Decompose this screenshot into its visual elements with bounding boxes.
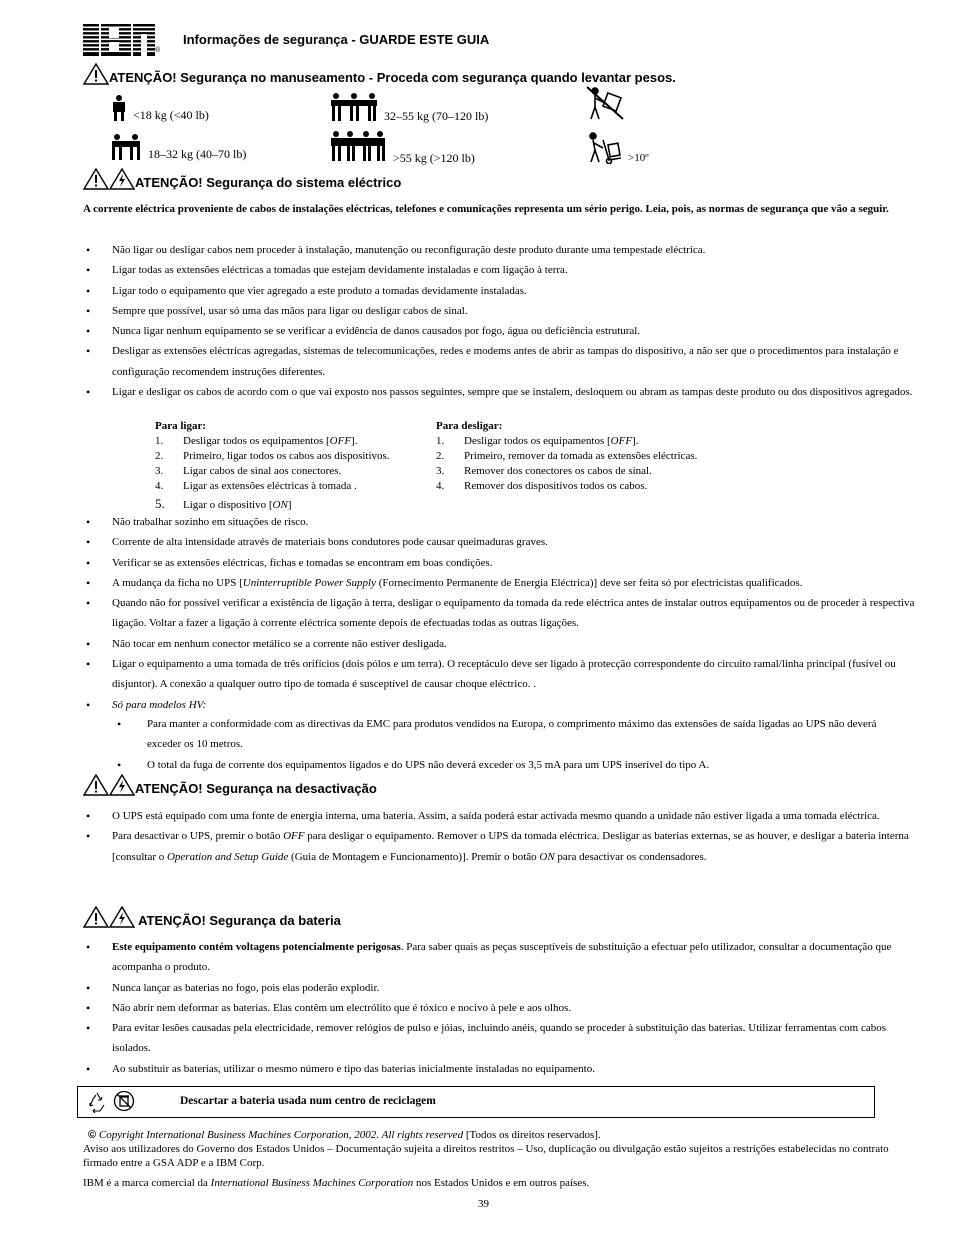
hand-truck-icon: [585, 132, 625, 164]
step-row: [436, 434, 756, 449]
step-text: Ligar as extensões eléctricas à tomada .: [183, 480, 357, 492]
ups-text: (Fornecimento Permanente de Energia Eléctrica)] deve ser feita só por electricistas qualificados.: [375, 576, 803, 589]
step-emphasis: OFF: [329, 435, 352, 447]
list-item: • Corrente de alta intensidade através de materiais bons condutores pode causar queimaduras graves.: [83, 532, 925, 552]
electrical-heading-text: ATENÇÃO! Segurança do sistema eléctrico: [135, 175, 402, 190]
list-item: • Ligar todo o equipamento que vier agregado a este produto a tomadas devidamente instaladas.: [83, 281, 925, 301]
list-item: • O UPS está equipado com uma fonte de energia interna, uma bateria. Assim, a saída poderá estar activada mesmo quando a unidade não estiver ligada a uma tomada eléctrica.: [83, 806, 925, 826]
step-number: 2.: [155, 450, 164, 462]
step-number: 2.: [436, 450, 445, 462]
battery-warning-bold: Este equipamento contém voltagens potencialmente perigosas: [112, 941, 401, 953]
deactivation-text: para desligar o equipamento. Remover o UPS da tomada eléctrica. Desligar as baterias externas, se as houver, e desligar a bateria interna [consultar o: [112, 830, 909, 863]
step-text: Primeiro, ligar todos os cabos aos dispositivos.: [183, 450, 390, 462]
list-item: • Desligar as extensões eléctricas agregadas, sistemas de telecomunicações, redes e modems antes de abrir as tampas do dispositivo, a não ser que o procedimentos para instalação e configuração recomendem instruções diferentes.: [83, 341, 925, 382]
footer: [83, 1128, 913, 1190]
list-item: • Verificar se as extensões eléctricas, fichas e tomadas se encontram em boas condições.: [83, 553, 925, 573]
step-row: [155, 496, 430, 513]
deactivation-text: para desactivar os condensadores.: [554, 850, 707, 863]
hv-sublist: [113, 714, 913, 775]
battery-disposal-box: [77, 1086, 875, 1118]
two-person-lift-icon: [110, 133, 142, 161]
connect-heading: Para ligar:: [155, 420, 207, 432]
government-notice: Aviso aos utilizadores do Governo dos Estados Unidos – Documentação sujeita a direitos restritos – Uso, duplicação ou divulgação estão sujeitos a restrições estabelecidas no contrato firmado entre a GSA ADP e a IBM Corp.: [83, 1143, 889, 1169]
electrical-heading: [83, 168, 401, 190]
lifting-heading: [83, 63, 676, 85]
step-text: Ligar cabos de sinal aos conectores.: [183, 465, 342, 477]
deactivation-text: Para desactivar o UPS, premir o botão: [112, 830, 284, 843]
warning-triangle-icon: [83, 63, 109, 85]
guide-title: Operation and Setup Guide: [166, 850, 289, 863]
disconnect-steps: [436, 419, 756, 494]
document-title: Informações de segurança - GUARDE ESTE GUIA: [183, 32, 490, 47]
list-item: • Quando não for possível verificar a existência de ligação à terra, desligar o equipamento da tomada da rede eléctrica antes de instalar outros equipamentos ou de proceder à respectiva ligação. Voltar a fazer a ligação à corrente eléctrica somente depois de efectuadas todas as outras ligações.: [83, 593, 925, 634]
weight-under-18kg: <18 kg (<40 lb): [133, 108, 209, 122]
page-number: 39: [478, 1198, 489, 1210]
step-text: Desligar todos os equipamentos [: [183, 435, 330, 447]
battery-heading-text: ATENÇÃO! Segurança da bateria: [135, 913, 341, 928]
one-person-lift-icon: [110, 94, 128, 122]
step-number: 1.: [155, 435, 164, 447]
list-item: [83, 573, 925, 593]
weight-over-55kg: >55 kg (>120 lb): [393, 151, 475, 165]
weight-32-55kg: 32–55 kg (70–120 lb): [384, 109, 489, 123]
list-item: • Nunca lançar as baterias no fogo, pois elas poderão explodir.: [83, 978, 925, 998]
list-item: • O total da fuga de corrente dos equipamentos ligados e do UPS não deverá exceder os 3,5 mA para um UPS inserível do tipo A.: [113, 755, 913, 775]
recycle-icon: [87, 1091, 107, 1113]
list-item: • Ligar e desligar os cabos de acordo com o que vai exposto nos passos seguintes, sempre que se instalem, desloquem ou abram as tampas deste produto ou dos dispositivos agregados.: [83, 382, 925, 402]
list-item: • Para manter a conformidade com as directivas da EMC para produtos vendidos na Europa, o comprimento máximo das extensões de saída ligadas ao UPS não deverá exceder os 10 metros.: [113, 714, 913, 755]
list-item: • Para evitar lesões causadas pela electricidade, remover relógios de pulso e jóias, incluindo anéis, quando se proceder à substituição das baterias. Utilizar ferramentas com cabos isolados.: [83, 1018, 925, 1059]
disconnect-heading: Para desligar:: [436, 420, 503, 432]
list-item: • Sempre que possível, usar só uma das mãos para ligar ou desligar cabos de sinal.: [83, 301, 925, 321]
off-label: OFF: [283, 830, 305, 843]
trademark-text: IBM é a marca comercial da: [83, 1177, 211, 1189]
warning-triangle-icon: [83, 168, 109, 190]
copyright-text: Copyright International Business Machines Corporation, 2002. All rights reserved: [96, 1129, 464, 1141]
step-number: 4.: [436, 480, 445, 492]
step-emphasis: OFF: [610, 435, 633, 447]
trademark-text: nos Estados Unidos e em outros países.: [413, 1177, 590, 1189]
step-row: [155, 434, 430, 449]
no-lifting-prohibited-icon: [585, 85, 629, 121]
list-item: • Não trabalhar sozinho em situações de risco.: [83, 512, 925, 532]
copyright-line: [83, 1128, 913, 1142]
warning-triangle-icon: [83, 774, 109, 796]
list-item: [83, 826, 925, 867]
step-text: Ligar o dispositivo [: [183, 499, 273, 511]
electrical-hazard-icon: [109, 168, 135, 190]
copyright-symbol: ©: [88, 1129, 97, 1141]
list-item: • Não ligar ou desligar cabos nem proceder à instalação, manutenção ou reconfiguração deste produto durante uma tempestade eléctrica.: [83, 240, 925, 260]
step-text: Remover dos dispositivos todos os cabos.: [464, 480, 648, 492]
ups-emphasis: Uninterruptible Power Supply: [242, 576, 376, 589]
electrical-list-a: [83, 240, 925, 402]
battery-text: . Para saber quais as peças susceptíveis de substituição a efectuar pelo utilizador, consultar a documentação que acompanha o produto.: [112, 941, 892, 974]
list-item: • Ao substituir as baterias, utilizar o mesmo número e tipo das baterias inicialmente instaladas no equipamento.: [83, 1059, 925, 1079]
electrical-hazard-icon: [109, 774, 135, 796]
list-item: • Nunca ligar nenhum equipamento se se verificar a evidência de danos causados por fogo, água ou deficiência estrutural.: [83, 321, 925, 341]
weight-18-32kg: 18–32 kg (40–70 lb): [148, 147, 247, 161]
step-number: 3.: [155, 465, 164, 477]
deactivation-heading-text: ATENÇÃO! Segurança na desactivação: [135, 781, 377, 796]
disposal-text: Descartar a bateria usada num centro de reciclagem: [180, 1095, 436, 1107]
three-person-lift-icon: [330, 92, 378, 122]
hv-label: Só para modelos HV:: [112, 698, 207, 711]
warning-triangle-icon: [83, 906, 109, 928]
deactivation-list: [83, 806, 925, 867]
battery-list: [83, 937, 925, 1079]
connect-steps: [155, 419, 430, 513]
deactivation-heading: [83, 774, 377, 796]
trademark-company: International Business Machines Corporation: [210, 1177, 414, 1189]
list-item: • Ligar todas as extensões eléctricas a tomadas que estejam devidamente instaladas e com ligação à terra.: [83, 260, 925, 280]
ups-text: A mudança da ficha no UPS [: [112, 576, 243, 589]
step-text: Remover dos conectores os cabos de sinal.: [464, 465, 652, 477]
step-row: [436, 479, 756, 494]
battery-heading: [83, 906, 341, 928]
step-text: Desligar todos os equipamentos [: [464, 435, 611, 447]
step-text: ].: [351, 435, 358, 447]
on-label: ON: [539, 850, 555, 863]
step-row: [155, 479, 430, 494]
step-row: [436, 449, 756, 464]
list-item: [83, 937, 925, 978]
list-item: • Ligar o equipamento a uma tomada de três orifícios (dois pólos e um terra). O receptáculo deve ser ligado à protecção correspondente do circuito ramal/linha principal (fusível ou disjuntor). A conexão a qualquer outro tipo de tomada é susceptível de causar choque eléctrico. .: [83, 654, 925, 695]
no-trash-icon: [113, 1090, 135, 1114]
electrical-hazard-icon: [109, 906, 135, 928]
ibm-logo: [83, 24, 155, 56]
step-number: 4.: [155, 480, 164, 492]
electrical-intro: A corrente eléctrica proveniente de cabos de instalações eléctricas, telefones e comunicações representa um sério perigo. Leia, pois, as normas de segurança que vão a seguir.: [83, 203, 889, 215]
electrical-list-b: [83, 512, 925, 715]
trademark-line: [83, 1176, 913, 1190]
step-text: ].: [632, 435, 639, 447]
lifting-heading-text: ATENÇÃO! Segurança no manuseamento - Proceda com segurança quando levantar pesos.: [109, 70, 676, 85]
step-number: 5.: [155, 496, 165, 511]
step-text: Primeiro, remover da tomada as extensões eléctricas.: [464, 450, 698, 462]
registered-mark: ®: [155, 47, 161, 54]
step-emphasis: ON: [272, 499, 288, 511]
step-row: [436, 464, 756, 479]
four-person-lift-icon: [330, 130, 386, 162]
step-row: [155, 464, 430, 479]
step-number: 3.: [436, 465, 445, 477]
list-item: • Não tocar em nenhum conector metálico se a corrente não estiver desligada.: [83, 634, 925, 654]
tilt-angle-label: >10º: [628, 152, 649, 164]
list-item: [83, 695, 925, 715]
copyright-rest: [Todos os direitos reservados].: [463, 1129, 601, 1141]
step-text: ]: [287, 499, 292, 511]
step-row: [155, 449, 430, 464]
step-number: 1.: [436, 435, 445, 447]
deactivation-text: (Guia de Montagem e Funcionamento)]. Premir o botão: [288, 850, 540, 863]
list-item: • Não abrir nem deformar as baterias. Elas contêm um electrólito que é tóxico e nocivo à pele e aos olhos.: [83, 998, 925, 1018]
